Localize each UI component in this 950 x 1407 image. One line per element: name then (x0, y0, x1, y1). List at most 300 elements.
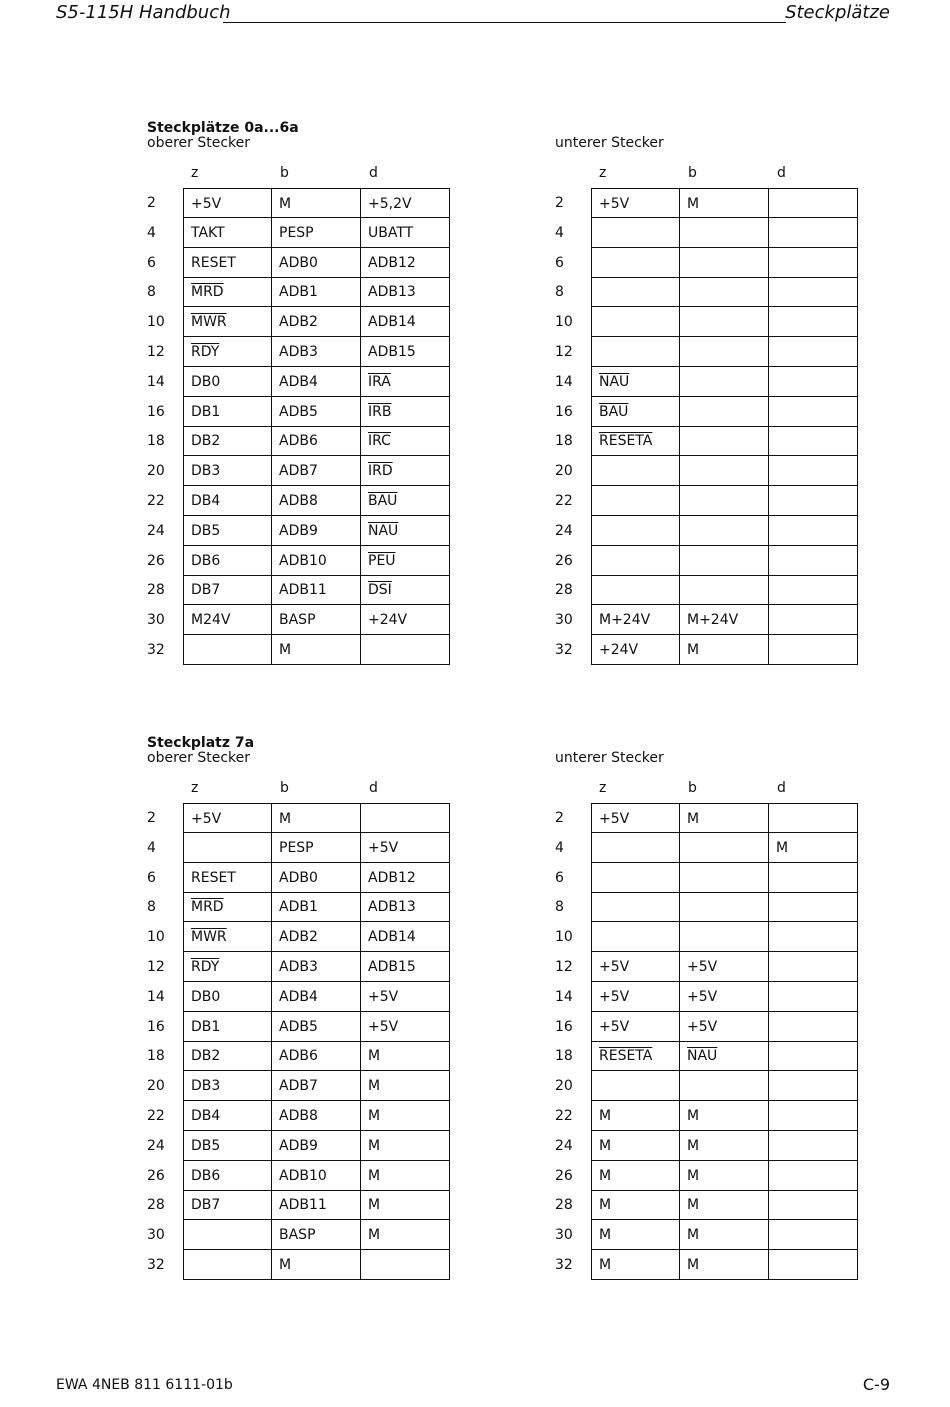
pin-cell-z (183, 803, 272, 833)
pin-number: 2 (555, 195, 564, 211)
pin-cell-b (680, 922, 769, 952)
pin-cell-b (272, 456, 361, 486)
pin-number: 12 (147, 959, 165, 975)
pin-signal: DB4 (191, 1108, 221, 1124)
upper-column-header-b: b (280, 165, 289, 181)
pin-signal: M (368, 1078, 381, 1095)
pin-cell-b (272, 952, 361, 982)
pin-number: 26 (147, 1167, 165, 1184)
pin-cell-z (183, 1250, 272, 1280)
header-rule (223, 22, 786, 23)
page-header (56, 2, 890, 26)
pin-cell-d (769, 892, 858, 922)
pin-signal: M (368, 1048, 381, 1065)
pin-cell-d (361, 367, 450, 397)
page-number: C-9 (862, 1375, 890, 1394)
pin-signal: M (368, 1167, 381, 1184)
pin-cell-b (680, 367, 769, 397)
pin-cell-b (680, 952, 769, 982)
pin-signal: DB0 (191, 373, 221, 390)
pin-cell-z (591, 1220, 680, 1250)
pin-signal: $\overline{NAU}$ (599, 373, 630, 390)
pin-cell-d (361, 1220, 450, 1250)
lower-column-header-d: d (777, 780, 786, 796)
pin-cell-b (272, 188, 361, 218)
pin-signal: +5V (368, 988, 399, 1005)
section-title: Steckplatz 7a (147, 735, 255, 751)
pin-signal: ADB8 (279, 493, 318, 509)
pin-signal: M (687, 642, 700, 658)
pin-signal: DB5 (191, 522, 221, 539)
pin-signal: DB0 (191, 988, 221, 1005)
pin-number: 32 (147, 1257, 165, 1273)
pin-cell-z (183, 1131, 272, 1161)
pin-signal: DB5 (191, 1137, 221, 1154)
pin-cell-d (361, 307, 450, 337)
pin-number: 14 (555, 373, 573, 390)
pin-cell-d (769, 833, 858, 863)
pin-signal: +24V (599, 642, 639, 658)
pin-cell-d (361, 516, 450, 546)
pin-cell-b (272, 1161, 361, 1191)
pin-cell-b (680, 188, 769, 218)
pin-signal: ADB12 (368, 869, 416, 886)
pin-cell-b (680, 1041, 769, 1071)
pin-number: 12 (147, 344, 165, 360)
pin-cell-d (769, 1161, 858, 1191)
pin-cell-d (361, 1101, 450, 1131)
pin-number: 8 (147, 899, 156, 916)
pin-cell-d (361, 277, 450, 307)
pin-signal: ADB6 (279, 433, 318, 450)
pin-number: 24 (555, 522, 573, 539)
pin-signal: DB6 (191, 552, 221, 569)
pin-cell-d (769, 277, 858, 307)
pin-signal: BASP (279, 612, 316, 629)
pin-signal: ADB1 (279, 899, 318, 916)
pin-signal: DB1 (191, 403, 221, 420)
pin-number: 4 (147, 839, 156, 856)
pin-number: 18 (555, 1048, 573, 1065)
upper-column-header-z: z (191, 780, 199, 796)
pin-cell-z (183, 486, 272, 516)
pin-cell-d (769, 188, 858, 218)
pin-cell-b (680, 1161, 769, 1191)
pin-cell-d (361, 188, 450, 218)
pin-cell-z (183, 605, 272, 635)
upper-connector-label: oberer Stecker (147, 750, 250, 766)
pin-cell-z (183, 892, 272, 922)
pin-cell-z (591, 1041, 680, 1071)
lower-connector-label: unterer Stecker (555, 750, 664, 766)
pin-cell-b (680, 218, 769, 248)
pin-signal: $\overline{MWR}$ (191, 314, 227, 331)
pin-cell-b (272, 1041, 361, 1071)
pin-cell-b (272, 605, 361, 635)
pin-cell-b (272, 922, 361, 952)
pin-cell-d (769, 1101, 858, 1131)
pin-signal: ADB0 (279, 254, 318, 271)
pin-signal: ADB5 (279, 1018, 318, 1035)
pin-cell-d (361, 833, 450, 863)
pin-cell-d (769, 1250, 858, 1280)
pin-signal: M (599, 1167, 612, 1184)
pin-signal: $\overline{MRD}$ (191, 284, 224, 301)
pin-cell-b (680, 605, 769, 635)
pin-signal: ADB3 (279, 344, 318, 360)
pin-cell-d (361, 892, 450, 922)
pin-cell-b (272, 863, 361, 893)
pin-number: 14 (555, 988, 573, 1005)
pin-cell-b (680, 982, 769, 1012)
pin-cell-b (272, 1250, 361, 1280)
pin-cell-b (680, 1071, 769, 1101)
pin-cell-d (769, 922, 858, 952)
pin-signal: M (687, 1257, 700, 1273)
pin-signal: ADB11 (279, 582, 327, 599)
pin-cell-z (183, 863, 272, 893)
pin-signal: M (368, 1137, 381, 1154)
pin-cell-b (272, 1190, 361, 1220)
pin-cell-d (361, 426, 450, 456)
pin-number: 30 (147, 1227, 165, 1244)
pin-cell-b (680, 337, 769, 367)
pin-signal: +5V (599, 959, 630, 975)
pin-cell-z (591, 605, 680, 635)
pin-signal: M+24V (599, 612, 651, 629)
pin-signal: RESETA (599, 433, 653, 450)
pin-cell-d (361, 337, 450, 367)
pin-cell-d (361, 1161, 450, 1191)
pin-signal: ADB10 (279, 552, 327, 569)
pin-signal: +5V (687, 988, 718, 1005)
pin-signal: DB3 (191, 1078, 221, 1095)
pin-number: 32 (147, 642, 165, 658)
pin-signal: +5,2V (368, 196, 412, 212)
pin-cell-z (183, 635, 272, 665)
pin-cell-d (361, 1190, 450, 1220)
pin-number: 24 (555, 1137, 573, 1154)
pin-cell-d (769, 426, 858, 456)
pin-signal: M+24V (687, 612, 739, 629)
pin-cell-d (361, 982, 450, 1012)
pin-signal: DB2 (191, 433, 221, 450)
pin-signal: $\overline{NAU}$ (687, 1048, 718, 1065)
pin-signal: DB2 (191, 1048, 221, 1065)
pin-signal: M (279, 811, 292, 827)
pin-signal: TAKT (191, 224, 225, 241)
pin-number: 16 (555, 1018, 573, 1035)
pin-number: 26 (555, 552, 573, 569)
pin-signal: ADB14 (368, 314, 416, 331)
pin-cell-z (591, 1190, 680, 1220)
pin-signal: M (687, 1137, 700, 1154)
pin-signal: $\overline{RDY}$ (191, 959, 220, 975)
pin-signal: ADB15 (368, 959, 416, 975)
pin-cell-z (591, 892, 680, 922)
lower-column-header-d: d (777, 165, 786, 181)
pin-cell-z (591, 833, 680, 863)
pin-signal: +5V (687, 959, 718, 975)
pin-signal: ADB0 (279, 869, 318, 886)
pin-number: 8 (555, 899, 564, 916)
pin-signal: BASP (279, 1227, 316, 1244)
pin-signal: $\overline{MRD}$ (191, 899, 224, 916)
pin-number: 22 (147, 1108, 165, 1124)
pin-signal: $\overline{RDY}$ (191, 344, 220, 360)
pin-number: 28 (147, 1197, 165, 1214)
pin-cell-z (591, 486, 680, 516)
pin-number: 16 (555, 403, 573, 420)
pin-signal: +5V (599, 811, 630, 827)
pin-signal: DB4 (191, 493, 221, 509)
pin-number: 18 (555, 433, 573, 450)
pin-cell-z (183, 1041, 272, 1071)
pin-cell-d (769, 635, 858, 665)
pin-cell-b (272, 1131, 361, 1161)
pin-cell-z (183, 952, 272, 982)
pin-signal: +5V (368, 839, 399, 856)
pin-cell-b (272, 833, 361, 863)
pin-cell-b (680, 892, 769, 922)
pin-cell-b (272, 218, 361, 248)
pin-number: 20 (147, 463, 165, 480)
pin-number: 8 (555, 284, 564, 301)
pin-cell-d (361, 863, 450, 893)
pin-cell-b (272, 337, 361, 367)
pin-signal: DB7 (191, 1197, 221, 1214)
lower-column-header-b: b (688, 780, 697, 796)
pin-cell-z (183, 1190, 272, 1220)
pin-cell-d (361, 486, 450, 516)
pin-cell-b (680, 426, 769, 456)
pin-cell-d (361, 1012, 450, 1042)
pin-number: 20 (147, 1078, 165, 1095)
pin-cell-d (769, 337, 858, 367)
pin-signal: M (687, 196, 700, 212)
pin-cell-b (680, 277, 769, 307)
lower-column-header-z: z (599, 165, 607, 181)
pin-number: 14 (147, 373, 165, 390)
pin-signal: +5V (599, 196, 630, 212)
pin-cell-b (272, 486, 361, 516)
pin-signal: M24V (191, 612, 231, 629)
pin-signal: +24V (368, 612, 408, 629)
pin-cell-z (183, 1161, 272, 1191)
pin-cell-z (183, 1220, 272, 1250)
pin-cell-b (680, 635, 769, 665)
pin-signal: M (776, 839, 789, 856)
header-section: Steckplätze (785, 2, 890, 23)
pin-number: 16 (147, 403, 165, 420)
pin-cell-z (183, 397, 272, 427)
pin-cell-z (591, 397, 680, 427)
pin-cell-d (361, 1041, 450, 1071)
pin-cell-d (769, 863, 858, 893)
pin-cell-d (769, 1012, 858, 1042)
pin-signal: +5V (191, 196, 222, 212)
pin-number: 12 (555, 959, 573, 975)
pin-cell-d (769, 516, 858, 546)
pin-cell-z (591, 516, 680, 546)
pin-signal: +5V (599, 988, 630, 1005)
pin-cell-z (591, 1101, 680, 1131)
pin-cell-z (183, 456, 272, 486)
pin-cell-z (183, 1101, 272, 1131)
pin-signal: ADB7 (279, 463, 318, 480)
pin-cell-z (183, 426, 272, 456)
pin-signal: M (599, 1108, 612, 1124)
pin-signal: $\overline{PEU}$ (368, 552, 396, 569)
pin-cell-b (680, 546, 769, 576)
pin-signal: $\overline{IRA}$ (368, 373, 391, 390)
pin-cell-d (769, 218, 858, 248)
pin-cell-z (591, 803, 680, 833)
pin-signal: M (279, 1257, 292, 1273)
pin-cell-b (272, 397, 361, 427)
pin-signal: +5V (368, 1018, 399, 1035)
pin-signal: $\overline{NAU}$ (368, 522, 399, 539)
pin-signal: ADB11 (279, 1197, 327, 1214)
pin-number: 26 (555, 1167, 573, 1184)
pin-cell-b (272, 982, 361, 1012)
pin-number: 8 (147, 284, 156, 301)
pin-number: 30 (555, 1227, 573, 1244)
pin-cell-d (769, 1190, 858, 1220)
pin-number: 4 (555, 224, 564, 241)
pin-number: 6 (147, 254, 156, 271)
pin-cell-d (769, 397, 858, 427)
pin-cell-d (361, 803, 450, 833)
pin-cell-z (183, 546, 272, 576)
pin-cell-b (680, 516, 769, 546)
pin-signal: PESP (279, 839, 314, 856)
pin-cell-z (591, 922, 680, 952)
pin-cell-z (183, 516, 272, 546)
pin-signal: DB7 (191, 582, 221, 599)
pin-cell-z (183, 277, 272, 307)
pin-cell-d (769, 456, 858, 486)
pin-cell-z (591, 456, 680, 486)
pin-signal: DB6 (191, 1167, 221, 1184)
pin-cell-z (591, 982, 680, 1012)
pin-signal: M (368, 1227, 381, 1244)
pin-number: 6 (555, 254, 564, 271)
pin-signal: ADB14 (368, 929, 416, 946)
pin-signal: ADB13 (368, 899, 416, 916)
pin-number: 20 (555, 1078, 573, 1095)
pin-number: 2 (147, 810, 156, 826)
pin-signal: RESETA (599, 1048, 653, 1065)
pin-signal: M (687, 811, 700, 827)
pin-signal: ADB7 (279, 1078, 318, 1095)
pin-signal: ADB1 (279, 284, 318, 301)
pin-number: 32 (555, 1257, 573, 1273)
pin-cell-b (680, 1250, 769, 1280)
pin-cell-d (361, 605, 450, 635)
pin-signal: ADB2 (279, 929, 318, 946)
pin-number: 22 (555, 1108, 573, 1124)
pin-cell-b (272, 575, 361, 605)
pin-cell-b (680, 803, 769, 833)
pin-cell-b (272, 1071, 361, 1101)
pin-cell-b (680, 1012, 769, 1042)
pin-number: 10 (555, 314, 573, 331)
pin-cell-b (680, 397, 769, 427)
pin-signal: ADB5 (279, 403, 318, 420)
pin-cell-b (272, 1012, 361, 1042)
pin-cell-z (183, 575, 272, 605)
pin-number: 2 (147, 195, 156, 211)
pin-cell-b (272, 367, 361, 397)
pin-cell-z (183, 1071, 272, 1101)
pin-signal: ADB6 (279, 1048, 318, 1065)
lower-column-header-z: z (599, 780, 607, 796)
pin-cell-d (769, 803, 858, 833)
pin-cell-z (183, 982, 272, 1012)
pin-cell-d (361, 218, 450, 248)
pin-cell-z (591, 337, 680, 367)
pin-number: 28 (555, 1197, 573, 1214)
pin-signal: ADB13 (368, 284, 416, 301)
pin-cell-z (591, 1161, 680, 1191)
pin-cell-z (591, 952, 680, 982)
pin-number: 18 (147, 1048, 165, 1065)
pin-cell-z (183, 367, 272, 397)
pin-signal: RESET (191, 254, 236, 271)
section-title: Steckplätze 0a...6a (147, 120, 299, 136)
pin-number: 20 (555, 463, 573, 480)
pin-cell-b (272, 516, 361, 546)
pin-cell-d (769, 1131, 858, 1161)
pin-cell-d (361, 456, 450, 486)
pin-signal: $\overline{BAU}$ (599, 403, 629, 420)
pin-cell-b (680, 833, 769, 863)
pin-signal: $\overline{MWR}$ (191, 929, 227, 946)
pin-cell-z (591, 863, 680, 893)
pin-signal: DB3 (191, 463, 221, 480)
document-number: EWA 4NEB 811 6111-01b (56, 1377, 233, 1393)
pin-cell-d (769, 307, 858, 337)
pin-cell-d (361, 1071, 450, 1101)
pin-cell-b (680, 1220, 769, 1250)
pin-signal: M (687, 1227, 700, 1244)
pin-signal: ADB2 (279, 314, 318, 331)
pin-number: 30 (147, 612, 165, 629)
lower-connector-label: unterer Stecker (555, 135, 664, 151)
pin-signal: ADB4 (279, 373, 318, 390)
pin-signal: ADB12 (368, 254, 416, 271)
pin-number: 22 (147, 493, 165, 509)
pin-cell-z (183, 833, 272, 863)
upper-column-header-d: d (369, 165, 378, 181)
pin-cell-z (183, 218, 272, 248)
pin-cell-z (591, 426, 680, 456)
pin-cell-b (272, 277, 361, 307)
pin-cell-z (591, 248, 680, 278)
pin-cell-z (591, 307, 680, 337)
pin-number: 2 (555, 810, 564, 826)
pin-cell-d (769, 1220, 858, 1250)
pin-cell-d (361, 546, 450, 576)
pin-cell-z (183, 307, 272, 337)
pin-cell-d (361, 952, 450, 982)
pin-number: 30 (555, 612, 573, 629)
pin-cell-b (272, 546, 361, 576)
pin-signal: M (599, 1257, 612, 1273)
pin-cell-b (680, 1190, 769, 1220)
pin-cell-d (769, 486, 858, 516)
